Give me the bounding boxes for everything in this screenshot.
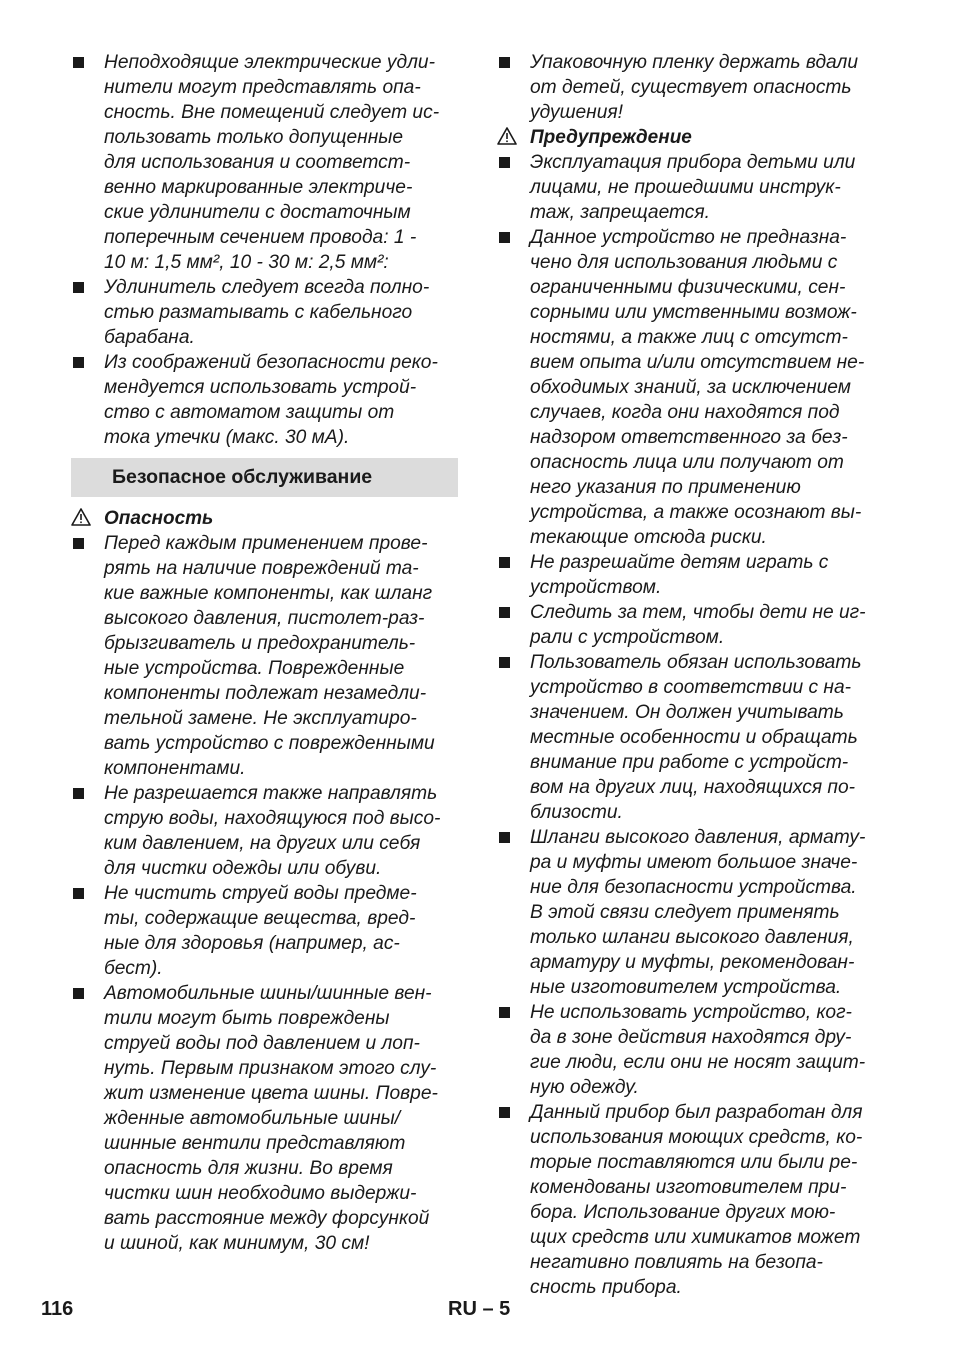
item-text: Удлинитель следует всегда полно- стью разматывать с кабельного барабана. xyxy=(104,277,430,348)
list-item xyxy=(71,781,471,881)
page-number: 116 xyxy=(41,1298,74,1320)
item-text: Перед каждым применением прове- рять на наличие повреждений та- кие важные компоненты, как шланг высокого давления, пистолет-раз- брызгиватель и предохранитель- ные устройства. Поврежденные компоненты подлежат незамедли- тельной замене. Не эксплуатиро- вать устройство с поврежденными компонентами. xyxy=(104,533,435,779)
danger-label xyxy=(71,506,471,531)
left-list-top xyxy=(71,50,471,450)
square-bullet-icon xyxy=(73,988,84,999)
list-item xyxy=(497,550,897,600)
square-bullet-icon xyxy=(499,232,510,243)
left-column xyxy=(71,50,471,1256)
item-text: Не использовать устройство, ког- да в зоне действия находятся дру- гие люди, если они не носят защит- ную одежду. xyxy=(530,1002,866,1098)
warning-label-text: Предупреждение xyxy=(530,127,692,148)
square-bullet-icon xyxy=(73,357,84,368)
item-text: Не чистить струей воды предме- ты, содержащие вещества, вред- ные для здоровья (например, ас- бест). xyxy=(104,883,417,979)
list-item xyxy=(71,350,471,450)
item-text: Эксплуатация прибора детьми или лицами, не прошедшими инструк- таж, запрещается. xyxy=(530,152,856,223)
list-item xyxy=(71,275,471,350)
item-text: Шланги высокого давления, армату- ра и муфты имеют большое значе- ние для безопасности устройства. В этой связи следует применять только шланги высокого давления, арматуру и муфты, рекомендован- ные изготовителем устройства. xyxy=(530,827,866,998)
list-item xyxy=(497,825,897,1000)
square-bullet-icon xyxy=(73,538,84,549)
list-item xyxy=(71,881,471,981)
right-list-top xyxy=(497,50,897,125)
item-text: Данный прибор был разработан для использования моющих средств, ко- торые поставляются или были ре- комендованы изготовителем при- бора. Использование других мою- щих средств или химикатов может негативно повлиять на безопа- сность прибора. xyxy=(530,1102,863,1298)
item-text: Неподходящие электрические удли- нители могут представлять опа- сность. Вне помещений следует ис- пользовать только допущенные для использования и соответст- венно маркированные электриче- ские удлинители с достаточным поперечным сечением провода: 1 - 10 м: 1,5 мм², 10 - 30 м: 2,5 мм²: xyxy=(104,52,440,273)
item-text: Автомобильные шины/шинные вен- тили могут быть повреждены струей воды под давлением и лоп- нуть. Первым признаком этого слу- жит изменение цвета шины. Повре- жденные автомобильные шины/ шинные вентили представляют опасность для жизни. Во время чистки шин необходимо выдержи- вать расстояние между форсункой и шиной, как минимум, 30 см! xyxy=(104,983,438,1254)
danger-label-text: Опасность xyxy=(104,508,214,529)
square-bullet-icon xyxy=(499,1007,510,1018)
square-bullet-icon xyxy=(73,888,84,899)
square-bullet-icon xyxy=(73,788,84,799)
square-bullet-icon xyxy=(499,1107,510,1118)
square-bullet-icon xyxy=(499,832,510,843)
item-text: Упаковочную пленку держать вдали от детей, существует опасность удушения! xyxy=(530,52,859,123)
list-item xyxy=(497,1100,897,1300)
item-text: Следить за тем, чтобы дети не иг- рали с устройством. xyxy=(530,602,866,648)
left-list-danger xyxy=(71,531,471,1256)
warning-label xyxy=(497,125,897,150)
list-item xyxy=(71,50,471,275)
list-item xyxy=(497,150,897,225)
right-list-warning xyxy=(497,150,897,1300)
square-bullet-icon xyxy=(73,282,84,293)
square-bullet-icon xyxy=(73,57,84,68)
item-text: Не разрешается также направлять струю воды, находящуюся под высо- ким давлением, на других или себя для чистки одежды или обуви. xyxy=(104,783,441,879)
warning-triangle-icon xyxy=(497,127,517,145)
list-item xyxy=(71,531,471,781)
item-text: Не разрешайте детям играть с устройством. xyxy=(530,552,829,598)
right-column xyxy=(497,50,897,1300)
square-bullet-icon xyxy=(499,657,510,668)
item-text: Из соображений безопасности реко- мендуется использовать устрой- ство с автоматом защиты от тока утечки (макс. 30 мА). xyxy=(104,352,438,448)
list-item xyxy=(497,600,897,650)
square-bullet-icon xyxy=(499,607,510,618)
square-bullet-icon xyxy=(499,57,510,68)
list-item xyxy=(497,1000,897,1100)
square-bullet-icon xyxy=(499,157,510,168)
section-heading: Безопасное обслуживание xyxy=(71,458,458,497)
square-bullet-icon xyxy=(499,557,510,568)
list-item xyxy=(497,50,897,125)
section-id: RU – 5 xyxy=(448,1298,511,1320)
warning-triangle-icon xyxy=(71,508,91,526)
list-item xyxy=(497,650,897,825)
list-item xyxy=(497,225,897,550)
list-item xyxy=(71,981,471,1256)
item-text: Пользователь обязан использовать устройство в соответствии с на- значением. Он должен учитывать местные особенности и обращать внимание при работе с устройст- вом на других лиц, находящихся по- близости. xyxy=(530,652,862,823)
item-text: Данное устройство не предназна- чено для использования людьми с ограниченными физическими, сен- сорными или умственными возмож- ностями, а также лиц с отсутст- вием опыта и/или отсутствием не- обходимых знаний, за исключением случаев, когда они находятся под надзором ответственного за без- опасность лица или получают от него указания по применению устройства, а также осознают вы- текающие отсюда риски. xyxy=(530,227,865,548)
